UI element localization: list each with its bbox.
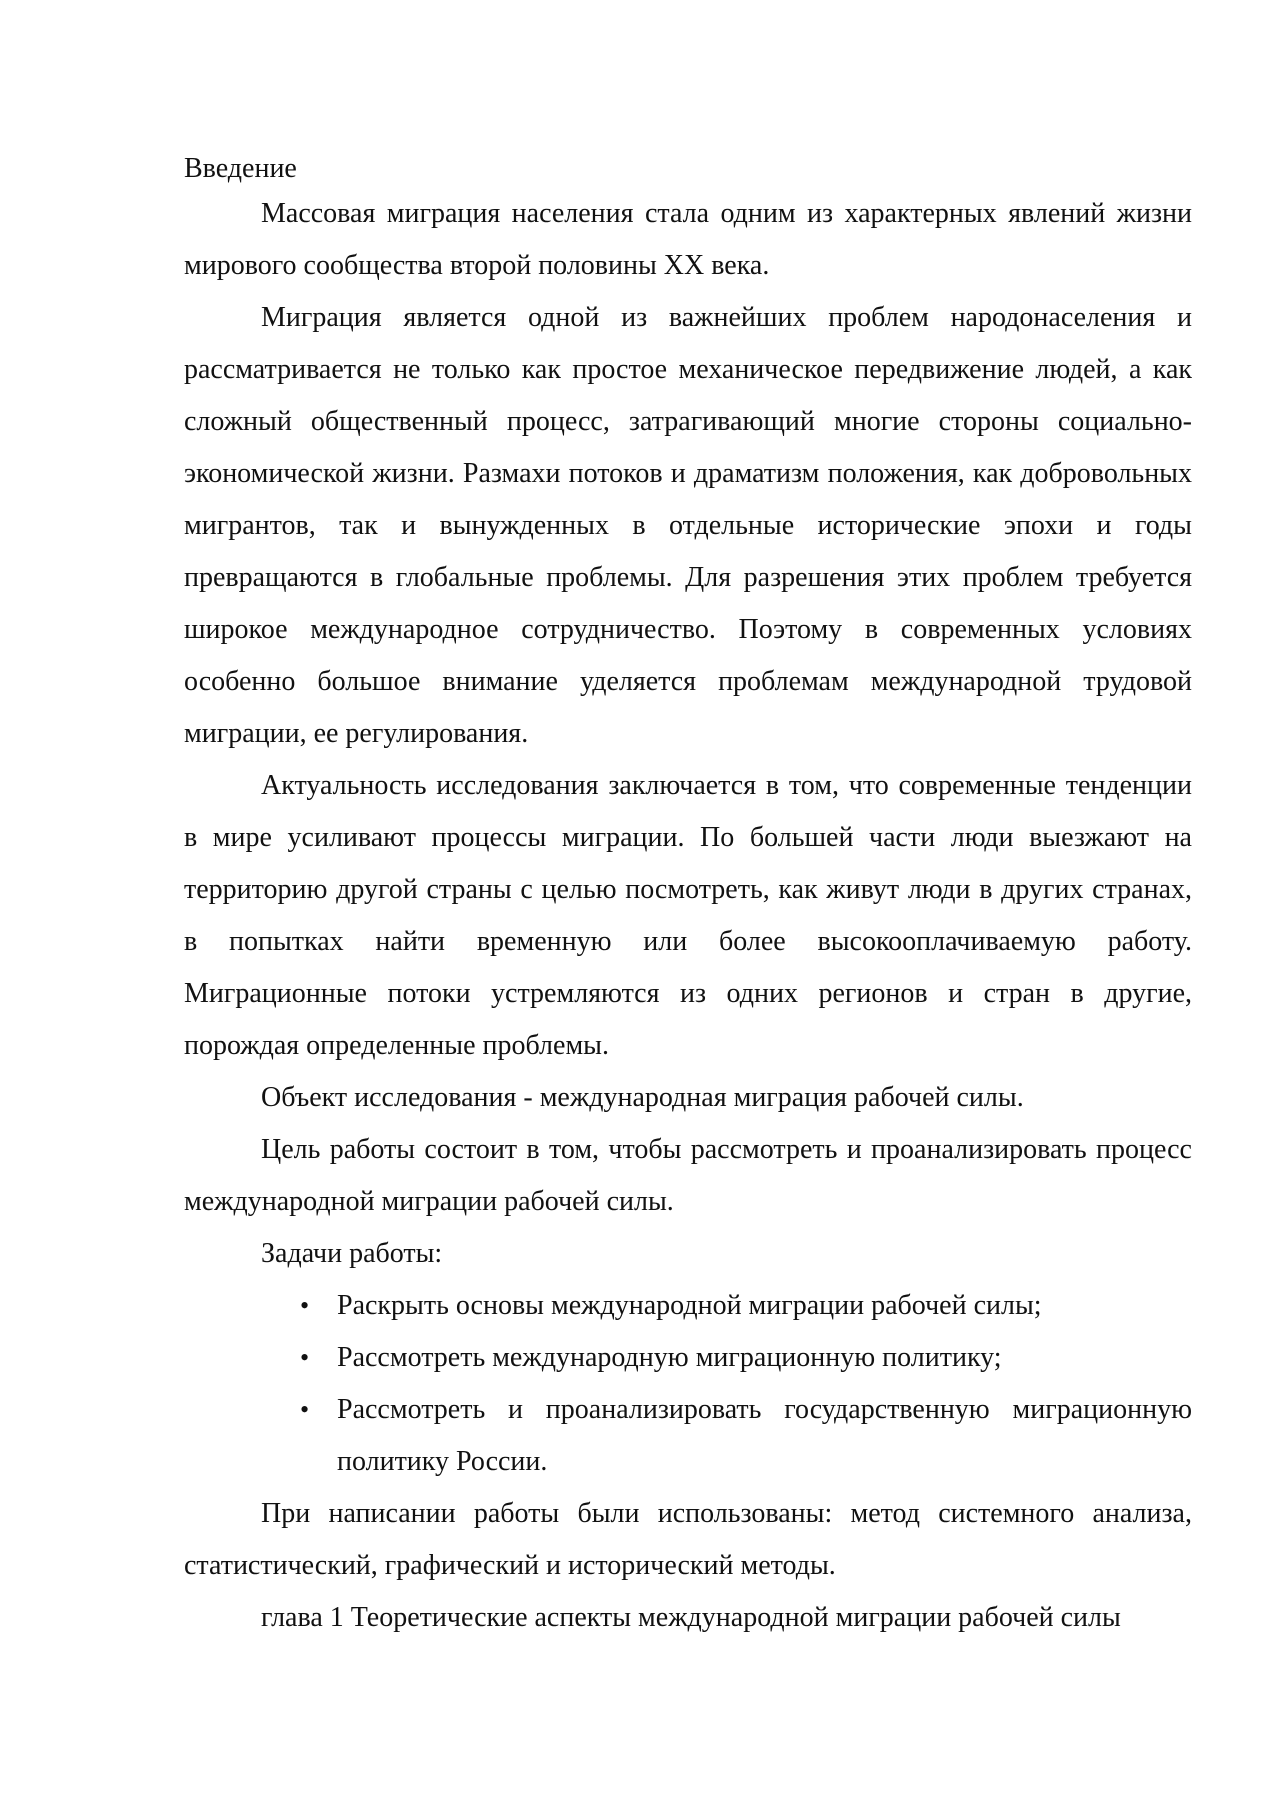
paragraph-research-object: Объект исследования - международная миграция рабочей силы. bbox=[261, 1082, 1024, 1113]
page-heading: Введение bbox=[184, 153, 297, 184]
paragraph-goal: Цель работы состоит в том, чтобы рассмотреть и проанализировать процесс международной миграции рабочей силы. bbox=[184, 1134, 1192, 1217]
chapter-title: глава 1 Теоретические аспекты международной миграции рабочей силы bbox=[261, 1602, 1121, 1633]
paragraph-relevance: Актуальность исследования заключается в том, что современные тенденции в мире усиливают процессы миграции. По большей части люди выезжают на территорию другой страны с целью посмотреть, как живут люди в других странах, в попытках найти временную или более высокооплачиваемую работу. Миграционные потоки устремляются из одних регионов и стран в другие, порождая определенные проблемы. bbox=[184, 770, 1192, 1061]
task-text: Раскрыть основы международной миграции рабочей силы; bbox=[337, 1290, 1042, 1321]
task-text: Рассмотреть и проанализировать государственную миграционную политику России. bbox=[337, 1394, 1192, 1477]
task-text: Рассмотреть международную миграционную политику; bbox=[337, 1342, 1002, 1373]
paragraph-migration-problem: Миграция является одной из важнейших проблем народонаселения и рассматривается не только как простое механическое передвижение людей, а как сложный общественный процесс, затрагивающий многие стороны социально-экономической жизни. Размахи потоков и драматизм положения, как добровольных мигрантов, так и вынужденных в отдельные исторические эпохи и годы превращаются в глобальные проблемы. Для разрешения этих проблем требуется широкое международное сотрудничество. Поэтому в современных условиях особенно большое внимание уделяется проблемам международной трудовой миграции, ее регулирования. bbox=[184, 302, 1192, 749]
document-page bbox=[184, 150, 1192, 1644]
tasks-list bbox=[184, 1280, 1192, 1488]
paragraph-mass-migration: Массовая миграция населения стала одним из характерных явлений жизни мирового сообщества второй половины XX века. bbox=[184, 198, 1192, 281]
list-item bbox=[300, 1384, 1192, 1488]
bullet-icon: • bbox=[300, 1395, 310, 1424]
paragraph-methods: При написании работы были использованы: метод системного анализа, статистический, графический и исторический методы. bbox=[184, 1498, 1192, 1581]
bullet-icon: • bbox=[300, 1291, 310, 1320]
paragraph-tasks-label: Задачи работы: bbox=[261, 1238, 443, 1269]
list-item bbox=[300, 1332, 1192, 1384]
bullet-icon: • bbox=[300, 1343, 310, 1372]
list-item bbox=[300, 1280, 1192, 1332]
